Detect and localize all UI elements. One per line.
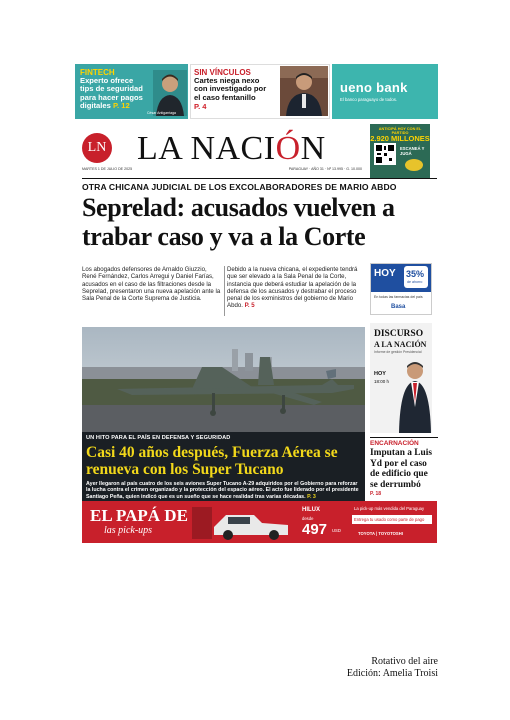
discurso-time: 18:00 h xyxy=(374,379,390,384)
ad-from: desde xyxy=(302,516,314,521)
encarnacion-headline[interactable]: Imputan a Luis Yd por el caso de edificio que se derrumbó xyxy=(370,448,433,490)
page-ref: P. 5 xyxy=(244,302,255,310)
person-photo xyxy=(153,70,187,116)
footer-credits xyxy=(300,656,438,680)
qr-code-icon xyxy=(374,143,396,165)
ad-hoy-percent: 35% xyxy=(406,269,425,279)
teaser-line: Cartes niega nexo xyxy=(194,76,260,85)
discurso-title: DISCURSO xyxy=(374,329,424,339)
super-tucano-photo xyxy=(82,327,365,432)
ad-price-unit: USD xyxy=(332,528,341,533)
bank-brand: ueno bank xyxy=(340,80,408,95)
page-ref: P. 4 xyxy=(194,101,207,111)
ad-lottery-promo[interactable] xyxy=(370,124,430,178)
photo-story-body xyxy=(86,481,361,500)
lead-column-1: Los abogados defensores de Arnaldo Giuzzio, René Fernández, Carlos Arregui y Daniel Farías, acusados en el caso de las filtraciones desde la Seprelad, presentaron una nueva apelación ante la Sala Penal de la Corte Suprema de Justicia. xyxy=(82,266,221,303)
teaser-line: el caso fentanillo xyxy=(194,92,256,102)
lead-column-text: Debido a la nueva chicana, el expediente tendrá que ser elevado a la Sala Penal de la Corte, instancia que deberá estudiar la apelación de la defensa de los acusados y destrabar el proceso penal de los exministros del gobierno de Mario Abdo. xyxy=(227,266,358,310)
ad-price: 497 xyxy=(302,521,328,538)
promo-cta: ESCANEÁ Y JUGÁ xyxy=(400,146,425,156)
lead-column-2 xyxy=(227,266,367,310)
ad-hoy-basa[interactable] xyxy=(370,263,432,315)
person-caption: César Antigarriaga xyxy=(147,111,176,115)
footer-line: Edición: Amelia Troisi xyxy=(346,668,438,679)
ad-brand: TOYOTA | TOYOTOSHI xyxy=(358,531,403,536)
pickup-truck-image xyxy=(192,505,292,541)
ad-hoy-brand: HOY xyxy=(374,268,396,279)
encarnacion-kicker: ENCARNACIÓN xyxy=(370,440,419,447)
ad-hoy-banner xyxy=(371,264,431,292)
person-photo xyxy=(280,66,328,116)
lead-headline[interactable]: Seprelad: acusados vuelven a trabar caso y va a la Corte xyxy=(82,193,395,251)
page-ref: P. 12 xyxy=(112,100,130,110)
lead-kicker: OTRA CHICANA JUDICIAL DE LOS EXCOLABORADORES DE MARIO ABDO xyxy=(82,182,397,192)
ad-tag: La pick-up más vendida del Paraguay xyxy=(354,506,425,511)
photo-story-kicker: UN HITO PARA EL PAÍS EN DEFENSA Y SEGURIDAD xyxy=(86,435,231,441)
ad-headline: EL PAPÁ DE xyxy=(90,506,188,525)
ad-toyota-hilux[interactable] xyxy=(82,501,437,543)
lottery-logo-icon xyxy=(404,158,424,172)
ad-script: las pick-ups xyxy=(104,525,153,536)
president-photo xyxy=(398,357,432,433)
divider xyxy=(370,437,438,438)
dateline xyxy=(82,167,362,171)
ad-discurso-nacion[interactable] xyxy=(370,323,432,433)
teaser-kicker: SIN VÍNCULOS xyxy=(194,68,251,77)
page-ref: P. 3 xyxy=(307,493,316,500)
discurso-note: Informe de gestión Presidencial xyxy=(374,350,422,354)
masthead-part: N xyxy=(300,130,326,167)
footer-line: Rotativo del aire xyxy=(371,656,438,667)
discurso-hoy: HOY xyxy=(374,371,386,377)
teaser-fintech[interactable] xyxy=(75,64,188,119)
masthead-accent: Ó xyxy=(275,130,301,167)
photo-story-headline: Casi 40 años después, Fuerza Aérea se renueva con los Super Tucano xyxy=(86,444,338,478)
ln-logo: LN xyxy=(82,133,112,163)
newspaper-front-page xyxy=(75,61,438,543)
teaser-line: Experto ofrece xyxy=(80,76,134,85)
bank-tagline: El banco paraguayo de todos. xyxy=(340,97,398,102)
ad-hoy-sub: de ahorro xyxy=(407,280,423,284)
teaser-line: tips de seguridad xyxy=(80,84,143,94)
teaser-line: con investigado por xyxy=(194,84,267,94)
ad-cta: Entrega tu usado como parte de pago xyxy=(354,517,425,522)
photo-story[interactable] xyxy=(82,432,365,509)
ad-hoy-small: En todas las farmacias del país xyxy=(374,295,423,299)
promo-top: ANTICIPÁ HOY CON EL PARTIDO xyxy=(378,127,422,135)
ad-hoy-bank: Basa xyxy=(391,304,406,310)
divider xyxy=(82,178,437,179)
discurso-sub: A LA NACIÓN xyxy=(374,340,427,349)
ad-ueno-bank[interactable] xyxy=(332,64,438,119)
issue-date: MARTES 1 DE JULIO DE 2025 xyxy=(82,167,133,171)
page-ref: P. 18 xyxy=(370,491,382,497)
photo-story-text: Ayer llegaron al país cuatro de los seis aviones Super Tucano A-29 adquiridos por el Gobierno para reforzar la lucha contra el crimen organizado y la protección del espacio aéreo. El acto fue liderado por el presidente Santiago Peña, quien indicó que es un sueño que se hace realidad tras varias décadas. xyxy=(86,481,359,500)
teaser-kicker: FINTECH xyxy=(80,68,115,77)
issue-edition: PARAGUAY · AÑO 31 · Nº 13.995 · G. 10.000 xyxy=(288,167,362,171)
masthead-part: LA NACI xyxy=(137,130,276,167)
teaser-line: para hacer pagos xyxy=(80,92,143,102)
ad-model: HILUX xyxy=(302,507,320,513)
promo-amount: 2.920 MILLONES xyxy=(370,134,430,143)
column-divider xyxy=(224,266,225,316)
teaser-line: digitales xyxy=(80,100,111,110)
masthead-title xyxy=(137,130,326,168)
